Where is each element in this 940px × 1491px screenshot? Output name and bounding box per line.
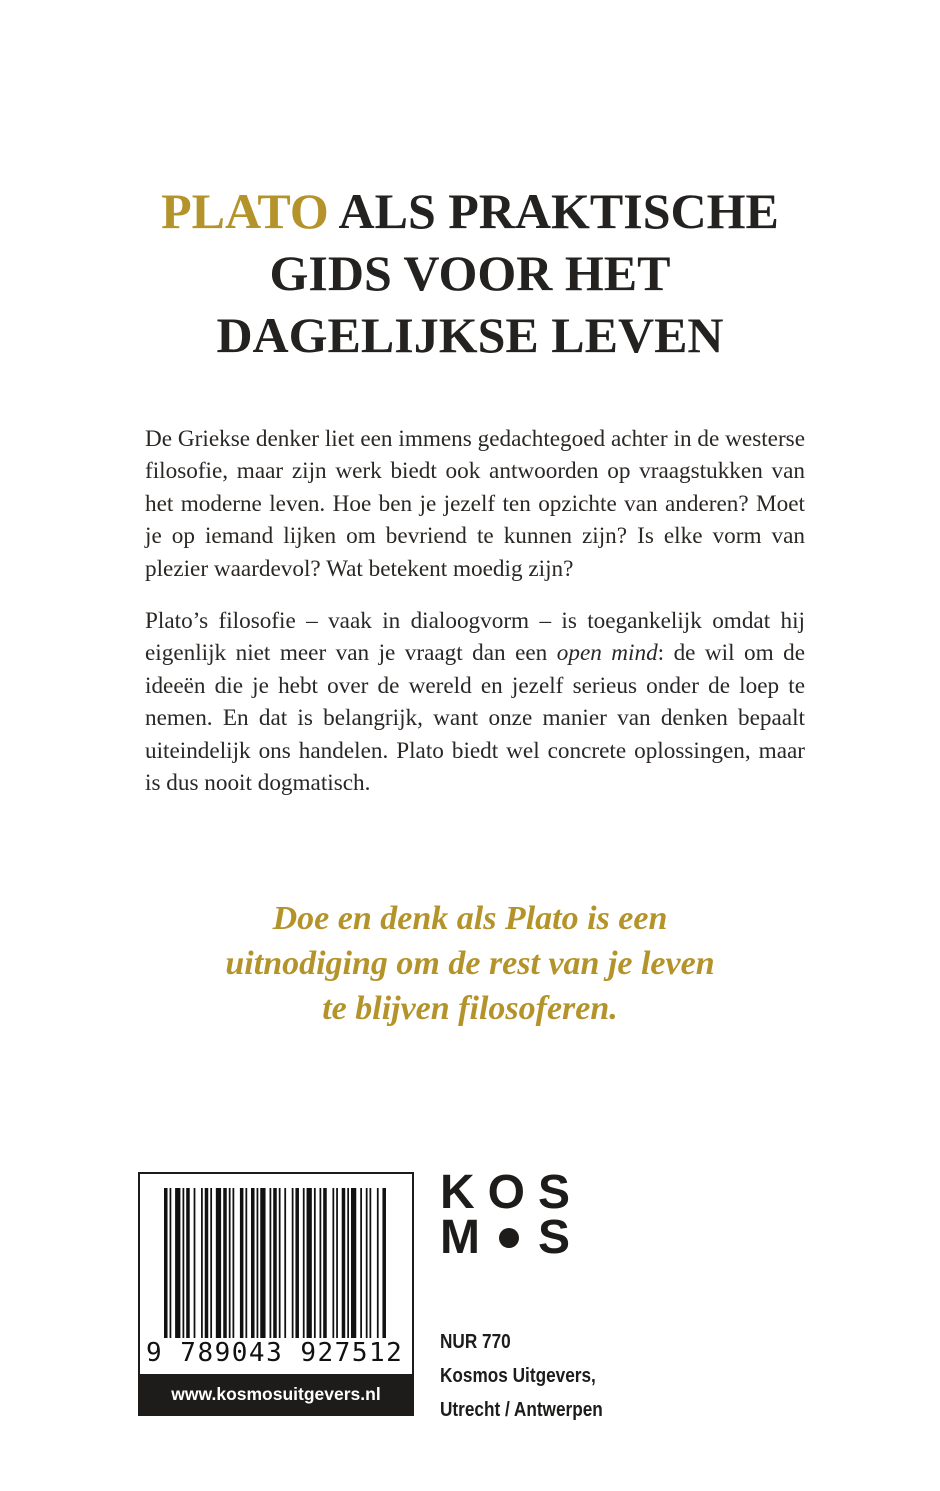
paragraph-2-end: : de wil om de ideeën die je hebt over de wereld en jezelf serieus onder de loep te nemen. En dat is belangrijk, want onze manier van denken bepaalt uiteindelijk ons handelen. Plato biedt wel concrete oplossingen, maar is dus nooit dogmatisch. (145, 640, 805, 797)
quote-line-1: Doe en denk als Plato is een (272, 900, 668, 937)
barcode-bar (292, 1188, 294, 1338)
title-line-1 (0, 180, 940, 242)
logo-letter-k: K (440, 1166, 475, 1219)
barcode-bar (223, 1188, 227, 1338)
title-line-3: DAGELIJKSE LEVEN (216, 307, 724, 363)
imprint-block (440, 1325, 603, 1427)
barcode-bar (170, 1188, 172, 1338)
logo-dot-icon (499, 1228, 519, 1248)
publisher-name: Kosmos Uitgevers, (440, 1365, 596, 1387)
barcode-bar (284, 1188, 286, 1338)
isbn-number: 9 789043 927512 (146, 1338, 404, 1368)
barcode-bar (175, 1188, 180, 1338)
barcode-bar (164, 1188, 168, 1338)
barcode-bar (251, 1188, 255, 1338)
barcode-bar (351, 1188, 356, 1338)
logo-letter-o: O (487, 1166, 525, 1219)
barcode-bar (210, 1188, 212, 1338)
barcode-bar (336, 1188, 338, 1338)
barcode-bar (186, 1188, 190, 1338)
barcode-bar (273, 1188, 277, 1338)
barcode-bar (201, 1188, 203, 1338)
barcode-bar (303, 1188, 305, 1338)
barcode-bar (233, 1188, 235, 1338)
tagline-quote (0, 896, 940, 1031)
barcode-bar (360, 1188, 362, 1338)
title-line-1-rest: ALS PRAKTISCHE (328, 183, 779, 239)
barcode-bar (295, 1188, 299, 1338)
barcode-bar (332, 1188, 334, 1338)
barcode-bar (366, 1188, 368, 1338)
barcode-bar (260, 1188, 265, 1338)
barcode-bar (369, 1188, 371, 1338)
publisher-location: Utrecht / Antwerpen (440, 1399, 603, 1421)
logo-letter-s: S (537, 1166, 570, 1219)
barcode-bar (323, 1188, 327, 1338)
logo-letter-s-2: S (537, 1211, 570, 1264)
blurb-paragraph-1: De Griekse denker liet een immens gedachtegoed achter in de westerse filosofie, maar zijn werk biedt ook antwoorden op vraagstukken van het moderne leven. Hoe ben je jezelf ten opzichte van anderen? Moet je op iemand lijken om bevriend te kunnen zijn? Is elke vorm van plezier waardevol? Wat betekent moedig zijn? (145, 426, 805, 582)
nur-code: NUR 770 (440, 1331, 511, 1353)
barcode-bar (320, 1188, 322, 1338)
logo-row-2 (440, 1211, 570, 1264)
barcode-bar (229, 1188, 231, 1338)
book-title (0, 180, 940, 366)
barcode-box (138, 1172, 414, 1416)
kosmos-logo (440, 1166, 570, 1265)
barcode-bar (307, 1188, 312, 1338)
barcode-bar (245, 1188, 247, 1338)
paragraph-2-start: Plato’s filosofie – vaak in dialoogvorm – is toegankelijk omdat hij eigenlijk niet meer van je vraagt dan een (145, 608, 805, 667)
publisher-website: www.kosmosuitgevers.nl (140, 1374, 412, 1414)
barcode-bar (183, 1188, 185, 1338)
barcode-bar (342, 1188, 346, 1338)
paragraph-2-italic: open mind (556, 640, 658, 667)
barcode-bar (240, 1188, 244, 1338)
barcode-bar (270, 1188, 272, 1338)
barcode-bar (377, 1188, 379, 1338)
barcode-icon (164, 1188, 388, 1338)
blurb-paragraph-2 (145, 605, 805, 799)
quote-line-2: uitnodiging om de rest van je leven (225, 945, 715, 982)
barcode-bar (205, 1188, 209, 1338)
barcode-bar (257, 1188, 259, 1338)
barcode-bar (216, 1188, 221, 1338)
title-accent-word: PLATO (161, 183, 329, 239)
quote-line-3: te blijven filosoferen. (322, 990, 618, 1027)
barcode-bar (194, 1188, 196, 1338)
barcode-bar (347, 1188, 349, 1338)
logo-row-1 (440, 1166, 570, 1219)
barcode-bar (382, 1188, 386, 1338)
barcode-bar (279, 1188, 281, 1338)
logo-letter-m: M (440, 1211, 480, 1264)
barcode-bar (314, 1188, 316, 1338)
title-line-2: GIDS VOOR HET (269, 245, 671, 301)
